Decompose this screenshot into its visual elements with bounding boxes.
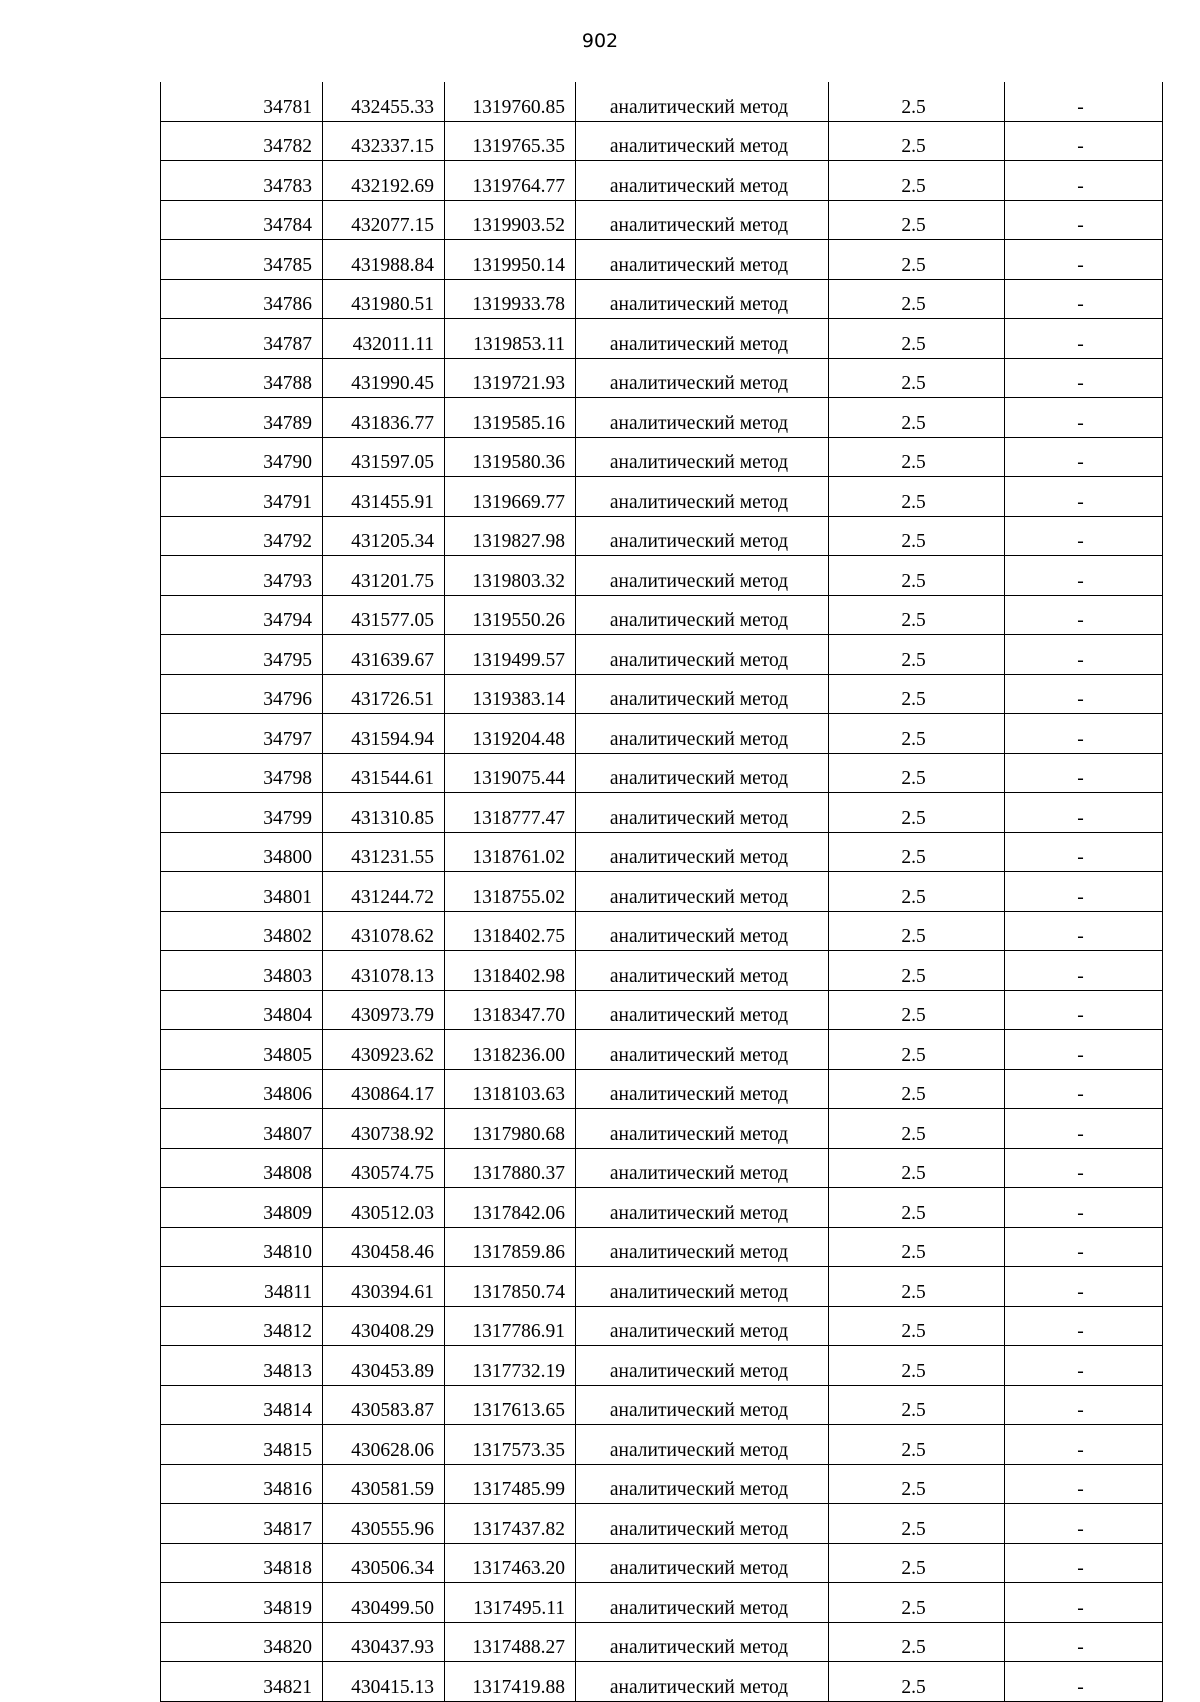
cell-x-coordinate: 430583.87 — [323, 1385, 445, 1425]
cell-note: - — [1005, 714, 1163, 754]
cell-x-coordinate: 430574.75 — [323, 1148, 445, 1188]
cell-x-coordinate: 431078.62 — [323, 911, 445, 951]
cell-y-coordinate: 1319075.44 — [445, 753, 576, 793]
cell-accuracy: 2.5 — [829, 1425, 1005, 1465]
table-row — [161, 200, 1163, 240]
cell-method: аналитический метод — [576, 279, 829, 319]
cell-y-coordinate: 1317980.68 — [445, 1109, 576, 1149]
cell-note: - — [1005, 595, 1163, 635]
cell-method: аналитический метод — [576, 1346, 829, 1386]
cell-note: - — [1005, 1109, 1163, 1149]
cell-y-coordinate: 1319580.36 — [445, 437, 576, 477]
cell-x-coordinate: 430738.92 — [323, 1109, 445, 1149]
table-row — [161, 951, 1163, 991]
table-row — [161, 1069, 1163, 1109]
cell-x-coordinate: 431310.85 — [323, 793, 445, 833]
cell-note: - — [1005, 279, 1163, 319]
table-row — [161, 477, 1163, 517]
table-row — [161, 1267, 1163, 1307]
table-row — [161, 1622, 1163, 1662]
cell-point-number: 34794 — [161, 595, 323, 635]
cell-x-coordinate: 430408.29 — [323, 1306, 445, 1346]
cell-accuracy: 2.5 — [829, 240, 1005, 280]
cell-x-coordinate: 431577.05 — [323, 595, 445, 635]
coordinates-table — [160, 82, 1163, 1702]
cell-x-coordinate: 431836.77 — [323, 398, 445, 438]
cell-method: аналитический метод — [576, 1188, 829, 1228]
cell-y-coordinate: 1319827.98 — [445, 516, 576, 556]
table-row — [161, 398, 1163, 438]
cell-method: аналитический метод — [576, 437, 829, 477]
cell-point-number: 34789 — [161, 398, 323, 438]
table-row — [161, 1030, 1163, 1070]
cell-accuracy: 2.5 — [829, 753, 1005, 793]
cell-method: аналитический метод — [576, 951, 829, 991]
cell-point-number: 34812 — [161, 1306, 323, 1346]
cell-method: аналитический метод — [576, 1583, 829, 1623]
cell-note: - — [1005, 200, 1163, 240]
cell-x-coordinate: 432455.33 — [323, 82, 445, 121]
cell-point-number: 34805 — [161, 1030, 323, 1070]
cell-accuracy: 2.5 — [829, 1464, 1005, 1504]
cell-point-number: 34814 — [161, 1385, 323, 1425]
cell-method: аналитический метод — [576, 240, 829, 280]
cell-method: аналитический метод — [576, 200, 829, 240]
cell-x-coordinate: 432337.15 — [323, 121, 445, 161]
cell-method: аналитический метод — [576, 674, 829, 714]
cell-note: - — [1005, 793, 1163, 833]
cell-point-number: 34804 — [161, 990, 323, 1030]
cell-method: аналитический метод — [576, 516, 829, 556]
cell-x-coordinate: 431990.45 — [323, 358, 445, 398]
cell-note: - — [1005, 1030, 1163, 1070]
table-row — [161, 1425, 1163, 1465]
cell-note: - — [1005, 674, 1163, 714]
cell-x-coordinate: 430628.06 — [323, 1425, 445, 1465]
cell-point-number: 34815 — [161, 1425, 323, 1465]
cell-method: аналитический метод — [576, 121, 829, 161]
cell-y-coordinate: 1317842.06 — [445, 1188, 576, 1228]
cell-method: аналитический метод — [576, 358, 829, 398]
cell-method: аналитический метод — [576, 714, 829, 754]
cell-method: аналитический метод — [576, 635, 829, 675]
table-row — [161, 793, 1163, 833]
cell-method: аналитический метод — [576, 872, 829, 912]
table-row — [161, 872, 1163, 912]
cell-x-coordinate: 432192.69 — [323, 161, 445, 201]
cell-note: - — [1005, 1543, 1163, 1583]
table-row — [161, 832, 1163, 872]
cell-point-number: 34818 — [161, 1543, 323, 1583]
cell-accuracy: 2.5 — [829, 990, 1005, 1030]
cell-point-number: 34795 — [161, 635, 323, 675]
table-row — [161, 1306, 1163, 1346]
table-row — [161, 82, 1163, 121]
cell-method: аналитический метод — [576, 1227, 829, 1267]
table-row — [161, 1227, 1163, 1267]
cell-method: аналитический метод — [576, 793, 829, 833]
cell-accuracy: 2.5 — [829, 714, 1005, 754]
table-row — [161, 319, 1163, 359]
cell-accuracy: 2.5 — [829, 1662, 1005, 1702]
cell-note: - — [1005, 1306, 1163, 1346]
cell-note: - — [1005, 1267, 1163, 1307]
table-row — [161, 1662, 1163, 1702]
cell-y-coordinate: 1318755.02 — [445, 872, 576, 912]
cell-note: - — [1005, 951, 1163, 991]
table-row — [161, 279, 1163, 319]
cell-x-coordinate: 431078.13 — [323, 951, 445, 991]
cell-method: аналитический метод — [576, 1306, 829, 1346]
table-body — [161, 82, 1163, 1701]
cell-note: - — [1005, 1464, 1163, 1504]
table-row — [161, 674, 1163, 714]
cell-point-number: 34813 — [161, 1346, 323, 1386]
cell-accuracy: 2.5 — [829, 161, 1005, 201]
cell-y-coordinate: 1317463.20 — [445, 1543, 576, 1583]
table-row — [161, 358, 1163, 398]
cell-point-number: 34800 — [161, 832, 323, 872]
cell-accuracy: 2.5 — [829, 82, 1005, 121]
cell-y-coordinate: 1319950.14 — [445, 240, 576, 280]
cell-point-number: 34806 — [161, 1069, 323, 1109]
cell-note: - — [1005, 1346, 1163, 1386]
cell-note: - — [1005, 477, 1163, 517]
cell-note: - — [1005, 753, 1163, 793]
cell-note: - — [1005, 240, 1163, 280]
table-row — [161, 635, 1163, 675]
cell-note: - — [1005, 832, 1163, 872]
cell-y-coordinate: 1319933.78 — [445, 279, 576, 319]
cell-y-coordinate: 1319669.77 — [445, 477, 576, 517]
cell-note: - — [1005, 1188, 1163, 1228]
cell-point-number: 34787 — [161, 319, 323, 359]
cell-y-coordinate: 1319550.26 — [445, 595, 576, 635]
cell-point-number: 34797 — [161, 714, 323, 754]
cell-y-coordinate: 1318103.63 — [445, 1069, 576, 1109]
cell-accuracy: 2.5 — [829, 1385, 1005, 1425]
table-row — [161, 437, 1163, 477]
cell-point-number: 34807 — [161, 1109, 323, 1149]
cell-point-number: 34796 — [161, 674, 323, 714]
cell-method: аналитический метод — [576, 832, 829, 872]
cell-method: аналитический метод — [576, 319, 829, 359]
cell-note: - — [1005, 1425, 1163, 1465]
cell-x-coordinate: 430437.93 — [323, 1622, 445, 1662]
cell-x-coordinate: 431639.67 — [323, 635, 445, 675]
cell-point-number: 34811 — [161, 1267, 323, 1307]
cell-method: аналитический метод — [576, 1069, 829, 1109]
cell-method: аналитический метод — [576, 990, 829, 1030]
cell-accuracy: 2.5 — [829, 437, 1005, 477]
cell-x-coordinate: 431244.72 — [323, 872, 445, 912]
cell-x-coordinate: 431231.55 — [323, 832, 445, 872]
cell-accuracy: 2.5 — [829, 516, 1005, 556]
cell-y-coordinate: 1319721.93 — [445, 358, 576, 398]
cell-accuracy: 2.5 — [829, 1030, 1005, 1070]
cell-accuracy: 2.5 — [829, 556, 1005, 596]
table-row — [161, 1148, 1163, 1188]
table-row — [161, 1385, 1163, 1425]
cell-method: аналитический метод — [576, 911, 829, 951]
table-row — [161, 121, 1163, 161]
cell-point-number: 34802 — [161, 911, 323, 951]
table-row — [161, 161, 1163, 201]
table-row — [161, 1346, 1163, 1386]
cell-note: - — [1005, 437, 1163, 477]
cell-y-coordinate: 1318347.70 — [445, 990, 576, 1030]
cell-point-number: 34792 — [161, 516, 323, 556]
table-row — [161, 1109, 1163, 1149]
cell-x-coordinate: 430415.13 — [323, 1662, 445, 1702]
table-row — [161, 556, 1163, 596]
cell-method: аналитический метод — [576, 398, 829, 438]
cell-y-coordinate: 1319765.35 — [445, 121, 576, 161]
cell-method: аналитический метод — [576, 1622, 829, 1662]
cell-y-coordinate: 1319903.52 — [445, 200, 576, 240]
cell-accuracy: 2.5 — [829, 121, 1005, 161]
table-row — [161, 990, 1163, 1030]
cell-note: - — [1005, 556, 1163, 596]
cell-y-coordinate: 1319383.14 — [445, 674, 576, 714]
cell-y-coordinate: 1317437.82 — [445, 1504, 576, 1544]
cell-method: аналитический метод — [576, 1464, 829, 1504]
cell-point-number: 34781 — [161, 82, 323, 121]
cell-point-number: 34793 — [161, 556, 323, 596]
cell-method: аналитический метод — [576, 1267, 829, 1307]
cell-method: аналитический метод — [576, 1543, 829, 1583]
cell-y-coordinate: 1319803.32 — [445, 556, 576, 596]
cell-y-coordinate: 1319204.48 — [445, 714, 576, 754]
cell-note: - — [1005, 319, 1163, 359]
cell-point-number: 34821 — [161, 1662, 323, 1702]
cell-x-coordinate: 430923.62 — [323, 1030, 445, 1070]
table-row — [161, 753, 1163, 793]
cell-y-coordinate: 1318236.00 — [445, 1030, 576, 1070]
cell-point-number: 34790 — [161, 437, 323, 477]
cell-accuracy: 2.5 — [829, 674, 1005, 714]
cell-note: - — [1005, 1662, 1163, 1702]
cell-accuracy: 2.5 — [829, 1188, 1005, 1228]
cell-x-coordinate: 431988.84 — [323, 240, 445, 280]
cell-point-number: 34788 — [161, 358, 323, 398]
cell-point-number: 34784 — [161, 200, 323, 240]
cell-note: - — [1005, 161, 1163, 201]
cell-accuracy: 2.5 — [829, 1622, 1005, 1662]
page-number: 902 — [581, 30, 619, 52]
cell-accuracy: 2.5 — [829, 477, 1005, 517]
cell-accuracy: 2.5 — [829, 1583, 1005, 1623]
cell-x-coordinate: 431205.34 — [323, 516, 445, 556]
cell-y-coordinate: 1317613.65 — [445, 1385, 576, 1425]
cell-x-coordinate: 430973.79 — [323, 990, 445, 1030]
cell-note: - — [1005, 358, 1163, 398]
cell-note: - — [1005, 1504, 1163, 1544]
cell-accuracy: 2.5 — [829, 1069, 1005, 1109]
cell-method: аналитический метод — [576, 1385, 829, 1425]
cell-note: - — [1005, 1385, 1163, 1425]
cell-y-coordinate: 1317419.88 — [445, 1662, 576, 1702]
cell-y-coordinate: 1318402.75 — [445, 911, 576, 951]
cell-accuracy: 2.5 — [829, 1543, 1005, 1583]
cell-x-coordinate: 431726.51 — [323, 674, 445, 714]
cell-y-coordinate: 1317485.99 — [445, 1464, 576, 1504]
cell-method: аналитический метод — [576, 1425, 829, 1465]
cell-note: - — [1005, 635, 1163, 675]
cell-x-coordinate: 432011.11 — [323, 319, 445, 359]
cell-note: - — [1005, 911, 1163, 951]
cell-point-number: 34809 — [161, 1188, 323, 1228]
cell-point-number: 34799 — [161, 793, 323, 833]
cell-y-coordinate: 1317786.91 — [445, 1306, 576, 1346]
cell-y-coordinate: 1318761.02 — [445, 832, 576, 872]
cell-x-coordinate: 431455.91 — [323, 477, 445, 517]
cell-x-coordinate: 431594.94 — [323, 714, 445, 754]
cell-x-coordinate: 431980.51 — [323, 279, 445, 319]
cell-note: - — [1005, 1227, 1163, 1267]
cell-y-coordinate: 1317732.19 — [445, 1346, 576, 1386]
cell-y-coordinate: 1317495.11 — [445, 1583, 576, 1623]
cell-point-number: 34786 — [161, 279, 323, 319]
cell-y-coordinate: 1318777.47 — [445, 793, 576, 833]
cell-point-number: 34798 — [161, 753, 323, 793]
cell-accuracy: 2.5 — [829, 635, 1005, 675]
cell-accuracy: 2.5 — [829, 398, 1005, 438]
cell-accuracy: 2.5 — [829, 1109, 1005, 1149]
cell-method: аналитический метод — [576, 1109, 829, 1149]
table-row — [161, 595, 1163, 635]
cell-y-coordinate: 1317850.74 — [445, 1267, 576, 1307]
cell-point-number: 34817 — [161, 1504, 323, 1544]
cell-accuracy: 2.5 — [829, 279, 1005, 319]
cell-note: - — [1005, 121, 1163, 161]
cell-method: аналитический метод — [576, 1148, 829, 1188]
cell-accuracy: 2.5 — [829, 1346, 1005, 1386]
cell-x-coordinate: 431544.61 — [323, 753, 445, 793]
cell-x-coordinate: 430453.89 — [323, 1346, 445, 1386]
cell-method: аналитический метод — [576, 1504, 829, 1544]
cell-x-coordinate: 432077.15 — [323, 200, 445, 240]
cell-point-number: 34808 — [161, 1148, 323, 1188]
cell-method: аналитический метод — [576, 82, 829, 121]
table-row — [161, 516, 1163, 556]
table-row — [161, 714, 1163, 754]
table-row — [161, 240, 1163, 280]
cell-accuracy: 2.5 — [829, 1148, 1005, 1188]
cell-method: аналитический метод — [576, 1030, 829, 1070]
cell-x-coordinate: 430581.59 — [323, 1464, 445, 1504]
cell-y-coordinate: 1319585.16 — [445, 398, 576, 438]
cell-y-coordinate: 1318402.98 — [445, 951, 576, 991]
cell-accuracy: 2.5 — [829, 911, 1005, 951]
cell-method: аналитический метод — [576, 161, 829, 201]
cell-note: - — [1005, 1622, 1163, 1662]
cell-y-coordinate: 1317488.27 — [445, 1622, 576, 1662]
cell-point-number: 34801 — [161, 872, 323, 912]
cell-accuracy: 2.5 — [829, 200, 1005, 240]
cell-note: - — [1005, 1069, 1163, 1109]
cell-x-coordinate: 430512.03 — [323, 1188, 445, 1228]
cell-x-coordinate: 430864.17 — [323, 1069, 445, 1109]
cell-x-coordinate: 430458.46 — [323, 1227, 445, 1267]
cell-accuracy: 2.5 — [829, 793, 1005, 833]
cell-y-coordinate: 1319499.57 — [445, 635, 576, 675]
cell-point-number: 34791 — [161, 477, 323, 517]
cell-point-number: 34783 — [161, 161, 323, 201]
cell-accuracy: 2.5 — [829, 832, 1005, 872]
table-row — [161, 1543, 1163, 1583]
table-row — [161, 1464, 1163, 1504]
cell-point-number: 34819 — [161, 1583, 323, 1623]
cell-point-number: 34803 — [161, 951, 323, 991]
cell-accuracy: 2.5 — [829, 1267, 1005, 1307]
cell-note: - — [1005, 516, 1163, 556]
cell-y-coordinate: 1319764.77 — [445, 161, 576, 201]
cell-accuracy: 2.5 — [829, 595, 1005, 635]
cell-accuracy: 2.5 — [829, 951, 1005, 991]
cell-point-number: 34810 — [161, 1227, 323, 1267]
table-row — [161, 1504, 1163, 1544]
cell-point-number: 34782 — [161, 121, 323, 161]
cell-note: - — [1005, 82, 1163, 121]
cell-x-coordinate: 430394.61 — [323, 1267, 445, 1307]
cell-point-number: 34820 — [161, 1622, 323, 1662]
cell-accuracy: 2.5 — [829, 1227, 1005, 1267]
cell-accuracy: 2.5 — [829, 319, 1005, 359]
cell-accuracy: 2.5 — [829, 1504, 1005, 1544]
table-row — [161, 1583, 1163, 1623]
cell-method: аналитический метод — [576, 1662, 829, 1702]
cell-note: - — [1005, 990, 1163, 1030]
cell-x-coordinate: 431201.75 — [323, 556, 445, 596]
table-row — [161, 911, 1163, 951]
cell-accuracy: 2.5 — [829, 1306, 1005, 1346]
cell-x-coordinate: 430555.96 — [323, 1504, 445, 1544]
cell-note: - — [1005, 398, 1163, 438]
cell-point-number: 34816 — [161, 1464, 323, 1504]
cell-method: аналитический метод — [576, 595, 829, 635]
cell-accuracy: 2.5 — [829, 358, 1005, 398]
cell-note: - — [1005, 1583, 1163, 1623]
cell-method: аналитический метод — [576, 556, 829, 596]
cell-y-coordinate: 1319853.11 — [445, 319, 576, 359]
cell-x-coordinate: 431597.05 — [323, 437, 445, 477]
cell-x-coordinate: 430499.50 — [323, 1583, 445, 1623]
cell-note: - — [1005, 1148, 1163, 1188]
cell-method: аналитический метод — [576, 753, 829, 793]
cell-method: аналитический метод — [576, 477, 829, 517]
cell-x-coordinate: 430506.34 — [323, 1543, 445, 1583]
cell-point-number: 34785 — [161, 240, 323, 280]
cell-y-coordinate: 1317573.35 — [445, 1425, 576, 1465]
cell-y-coordinate: 1317880.37 — [445, 1148, 576, 1188]
cell-y-coordinate: 1319760.85 — [445, 82, 576, 121]
table-row — [161, 1188, 1163, 1228]
cell-y-coordinate: 1317859.86 — [445, 1227, 576, 1267]
cell-note: - — [1005, 872, 1163, 912]
cell-accuracy: 2.5 — [829, 872, 1005, 912]
